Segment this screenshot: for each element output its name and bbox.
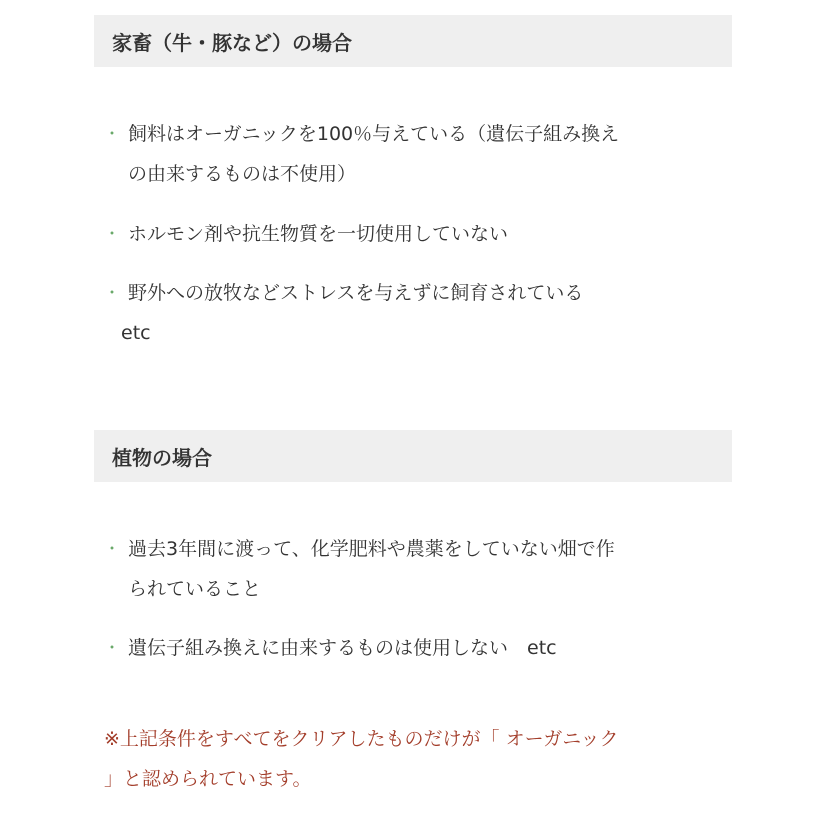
list-item-text-line1: 飼料はオーガニックを100％与えている（遺伝子組み換え <box>128 123 620 145</box>
organic-note <box>104 719 720 799</box>
bullet-icon: ・ <box>104 539 121 558</box>
list-item-text-line1: 遺伝子組み換えに由来するものは使用しない etc <box>128 637 557 659</box>
etc-label: etc <box>121 322 151 344</box>
section-title-plants: 植物の場合 <box>112 445 212 470</box>
list-item-text-line1: 過去3年間に渡って、化学肥料や農薬をしていない畑で作 <box>128 538 615 560</box>
bullet-icon: ・ <box>104 283 121 302</box>
list-item-text-line2: の由来するものは不使用） <box>128 163 357 185</box>
list-item-grazing <box>104 273 716 313</box>
list-item-text-line1: ホルモン剤や抗生物質を一切使用していない <box>128 223 509 245</box>
list-item-text-line2: られていること <box>128 578 262 600</box>
section-header-plants <box>94 430 732 482</box>
list-item-hormone <box>104 214 716 254</box>
list-item-feed <box>104 114 716 194</box>
note-line1: ※上記条件をすべてをクリアしたものだけが「 オーガニック <box>104 728 619 750</box>
list-item-no-gmo <box>104 628 716 668</box>
bullet-icon: ・ <box>104 638 121 657</box>
section-title-livestock: 家畜（牛・豚など）の場合 <box>112 30 352 55</box>
list-item-no-chemicals <box>104 529 716 609</box>
note-line2: 」と認められています。 <box>104 768 312 790</box>
list-item-text-line1: 野外への放牧などストレスを与えずに飼育されている <box>128 282 584 304</box>
section-header-livestock <box>94 15 732 67</box>
bullet-icon: ・ <box>104 224 121 243</box>
bullet-icon: ・ <box>104 124 121 143</box>
